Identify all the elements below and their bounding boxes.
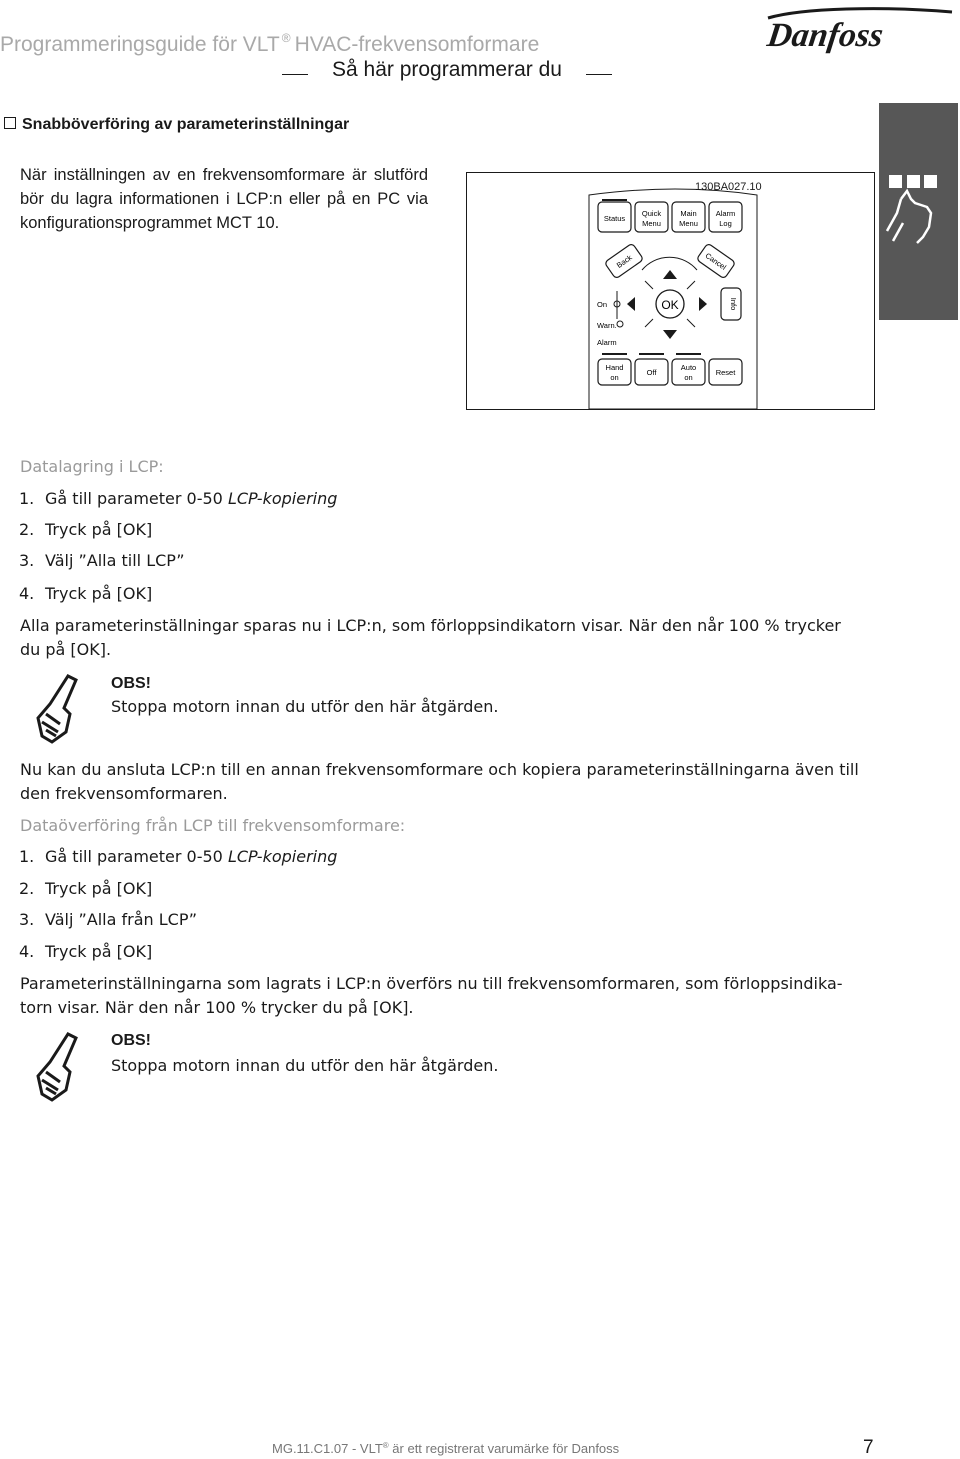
led-on-label: On	[597, 300, 608, 309]
storage-result-line: Alla parameterinställningar sparas nu i LCP:n, som förloppsindikatorn visar. När den når 100 % trycker	[20, 616, 841, 635]
transfer-result-line: torn visar. När den når 100 % trycker du på [OK].	[20, 998, 414, 1017]
led-warn-label: Warn.	[597, 321, 617, 330]
arrow-down-icon	[663, 330, 677, 339]
chapter-tab	[879, 103, 958, 320]
svg-text:Log: Log	[719, 219, 732, 228]
list-item: 3. Välj ”Alla till LCP”	[19, 551, 185, 570]
quick-menu-button	[635, 202, 668, 232]
registered-mark: ®	[281, 31, 291, 45]
off-button	[635, 353, 668, 385]
svg-text:Danfoss: Danfoss	[764, 17, 886, 54]
transfer-result-line: Parameterinställningarna som lagrats i LCP:n överförs nu till frekvensomformaren, som förloppsindika-	[20, 974, 843, 993]
section-bullet-icon	[4, 117, 16, 129]
header-rule-left	[282, 74, 308, 75]
svg-text:Back: Back	[614, 252, 634, 270]
connect-paragraph-line: den frekvensomformaren.	[20, 784, 228, 803]
svg-text:Cancel: Cancel	[703, 251, 728, 272]
cancel-button	[696, 243, 735, 279]
connect-paragraph-line: Nu kan du ansluta LCP:n till en annan frekvensomformare och kopiera parameterinställningarna även till	[20, 760, 859, 779]
svg-text:Quick: Quick	[641, 209, 662, 218]
svg-text:Auto: Auto	[680, 363, 697, 372]
lcp-drawing	[467, 173, 874, 409]
note-hand-icon	[36, 674, 82, 744]
section-title: Snabböverföring av parameterinställningar	[4, 116, 349, 134]
transfer-heading: Dataöverföring från LCP till frekvensomformare:	[20, 816, 406, 835]
info-button	[721, 288, 741, 320]
svg-text:on: on	[610, 373, 619, 382]
svg-text:Info: Info	[729, 297, 738, 311]
ok-button	[656, 290, 684, 318]
svg-text:Off: Off	[646, 368, 657, 377]
list-item: 2. Tryck på [OK]	[19, 879, 153, 898]
list-item: 4. Tryck på [OK]	[19, 584, 153, 603]
arrow-left-icon	[627, 297, 635, 311]
list-item: 1. Gå till parameter 0-50 LCP-kopiering	[19, 489, 338, 508]
arrow-up-icon	[663, 270, 677, 279]
note-text: Stoppa motorn innan du utför den här åtgärden.	[111, 697, 499, 716]
list-item: 2. Tryck på [OK]	[19, 520, 153, 539]
note-hand-icon	[36, 1032, 82, 1102]
svg-text:Hand: Hand	[605, 363, 624, 372]
header-rule-right	[586, 74, 612, 75]
note-label: OBS!	[111, 675, 151, 692]
hand-pointer-icon	[879, 103, 958, 320]
led-alarm-label: Alarm	[597, 338, 617, 347]
auto-on-button	[672, 353, 705, 385]
svg-text:Menu: Menu	[679, 219, 698, 228]
reset-button	[709, 359, 742, 385]
page-number: 7	[863, 1437, 874, 1458]
list-item: 3. Välj ”Alla från LCP”	[19, 910, 198, 929]
svg-text:Alarm: Alarm	[715, 209, 736, 218]
figure-code: 130BA027.10	[695, 181, 762, 193]
svg-text:on: on	[684, 373, 693, 382]
svg-text:Main: Main	[680, 209, 697, 218]
page-footer: MG.11.C1.07 - VLT® är ett registrerat varumärke för Danfoss	[272, 1441, 620, 1456]
arrow-right-icon	[699, 297, 707, 311]
main-menu-button	[672, 202, 705, 232]
intro-paragraph: När inställningen av en frekvensomformare är slutförd bör du lagra informationen i LCP:n eller på en PC via konfigurationsprogrammet MCT 10.	[20, 166, 428, 232]
storage-result-line: du på [OK].	[20, 640, 112, 659]
lcp-panel-figure	[466, 172, 875, 410]
svg-text:Menu: Menu	[642, 219, 661, 228]
alarm-log-button	[709, 202, 742, 232]
svg-text:Reset: Reset	[715, 368, 736, 377]
back-button	[604, 243, 643, 279]
note-text: Stoppa motorn innan du utför den här åtgärden.	[111, 1056, 499, 1075]
list-item: 1. Gå till parameter 0-50 LCP-kopiering	[19, 847, 338, 866]
note-label: OBS!	[111, 1032, 151, 1049]
svg-text:OK: OK	[661, 298, 679, 312]
running-header-title: Programmeringsguide för VLT ® HVAC-frekvensomformare	[0, 31, 540, 56]
danfoss-logo	[762, 4, 958, 54]
hand-on-button	[598, 353, 631, 385]
list-item: 4. Tryck på [OK]	[19, 942, 153, 961]
svg-text:Status: Status	[603, 214, 626, 223]
storage-heading: Datalagring i LCP:	[20, 457, 164, 476]
chapter-title: Så här programmerar du	[258, 58, 636, 82]
status-button	[598, 199, 631, 232]
